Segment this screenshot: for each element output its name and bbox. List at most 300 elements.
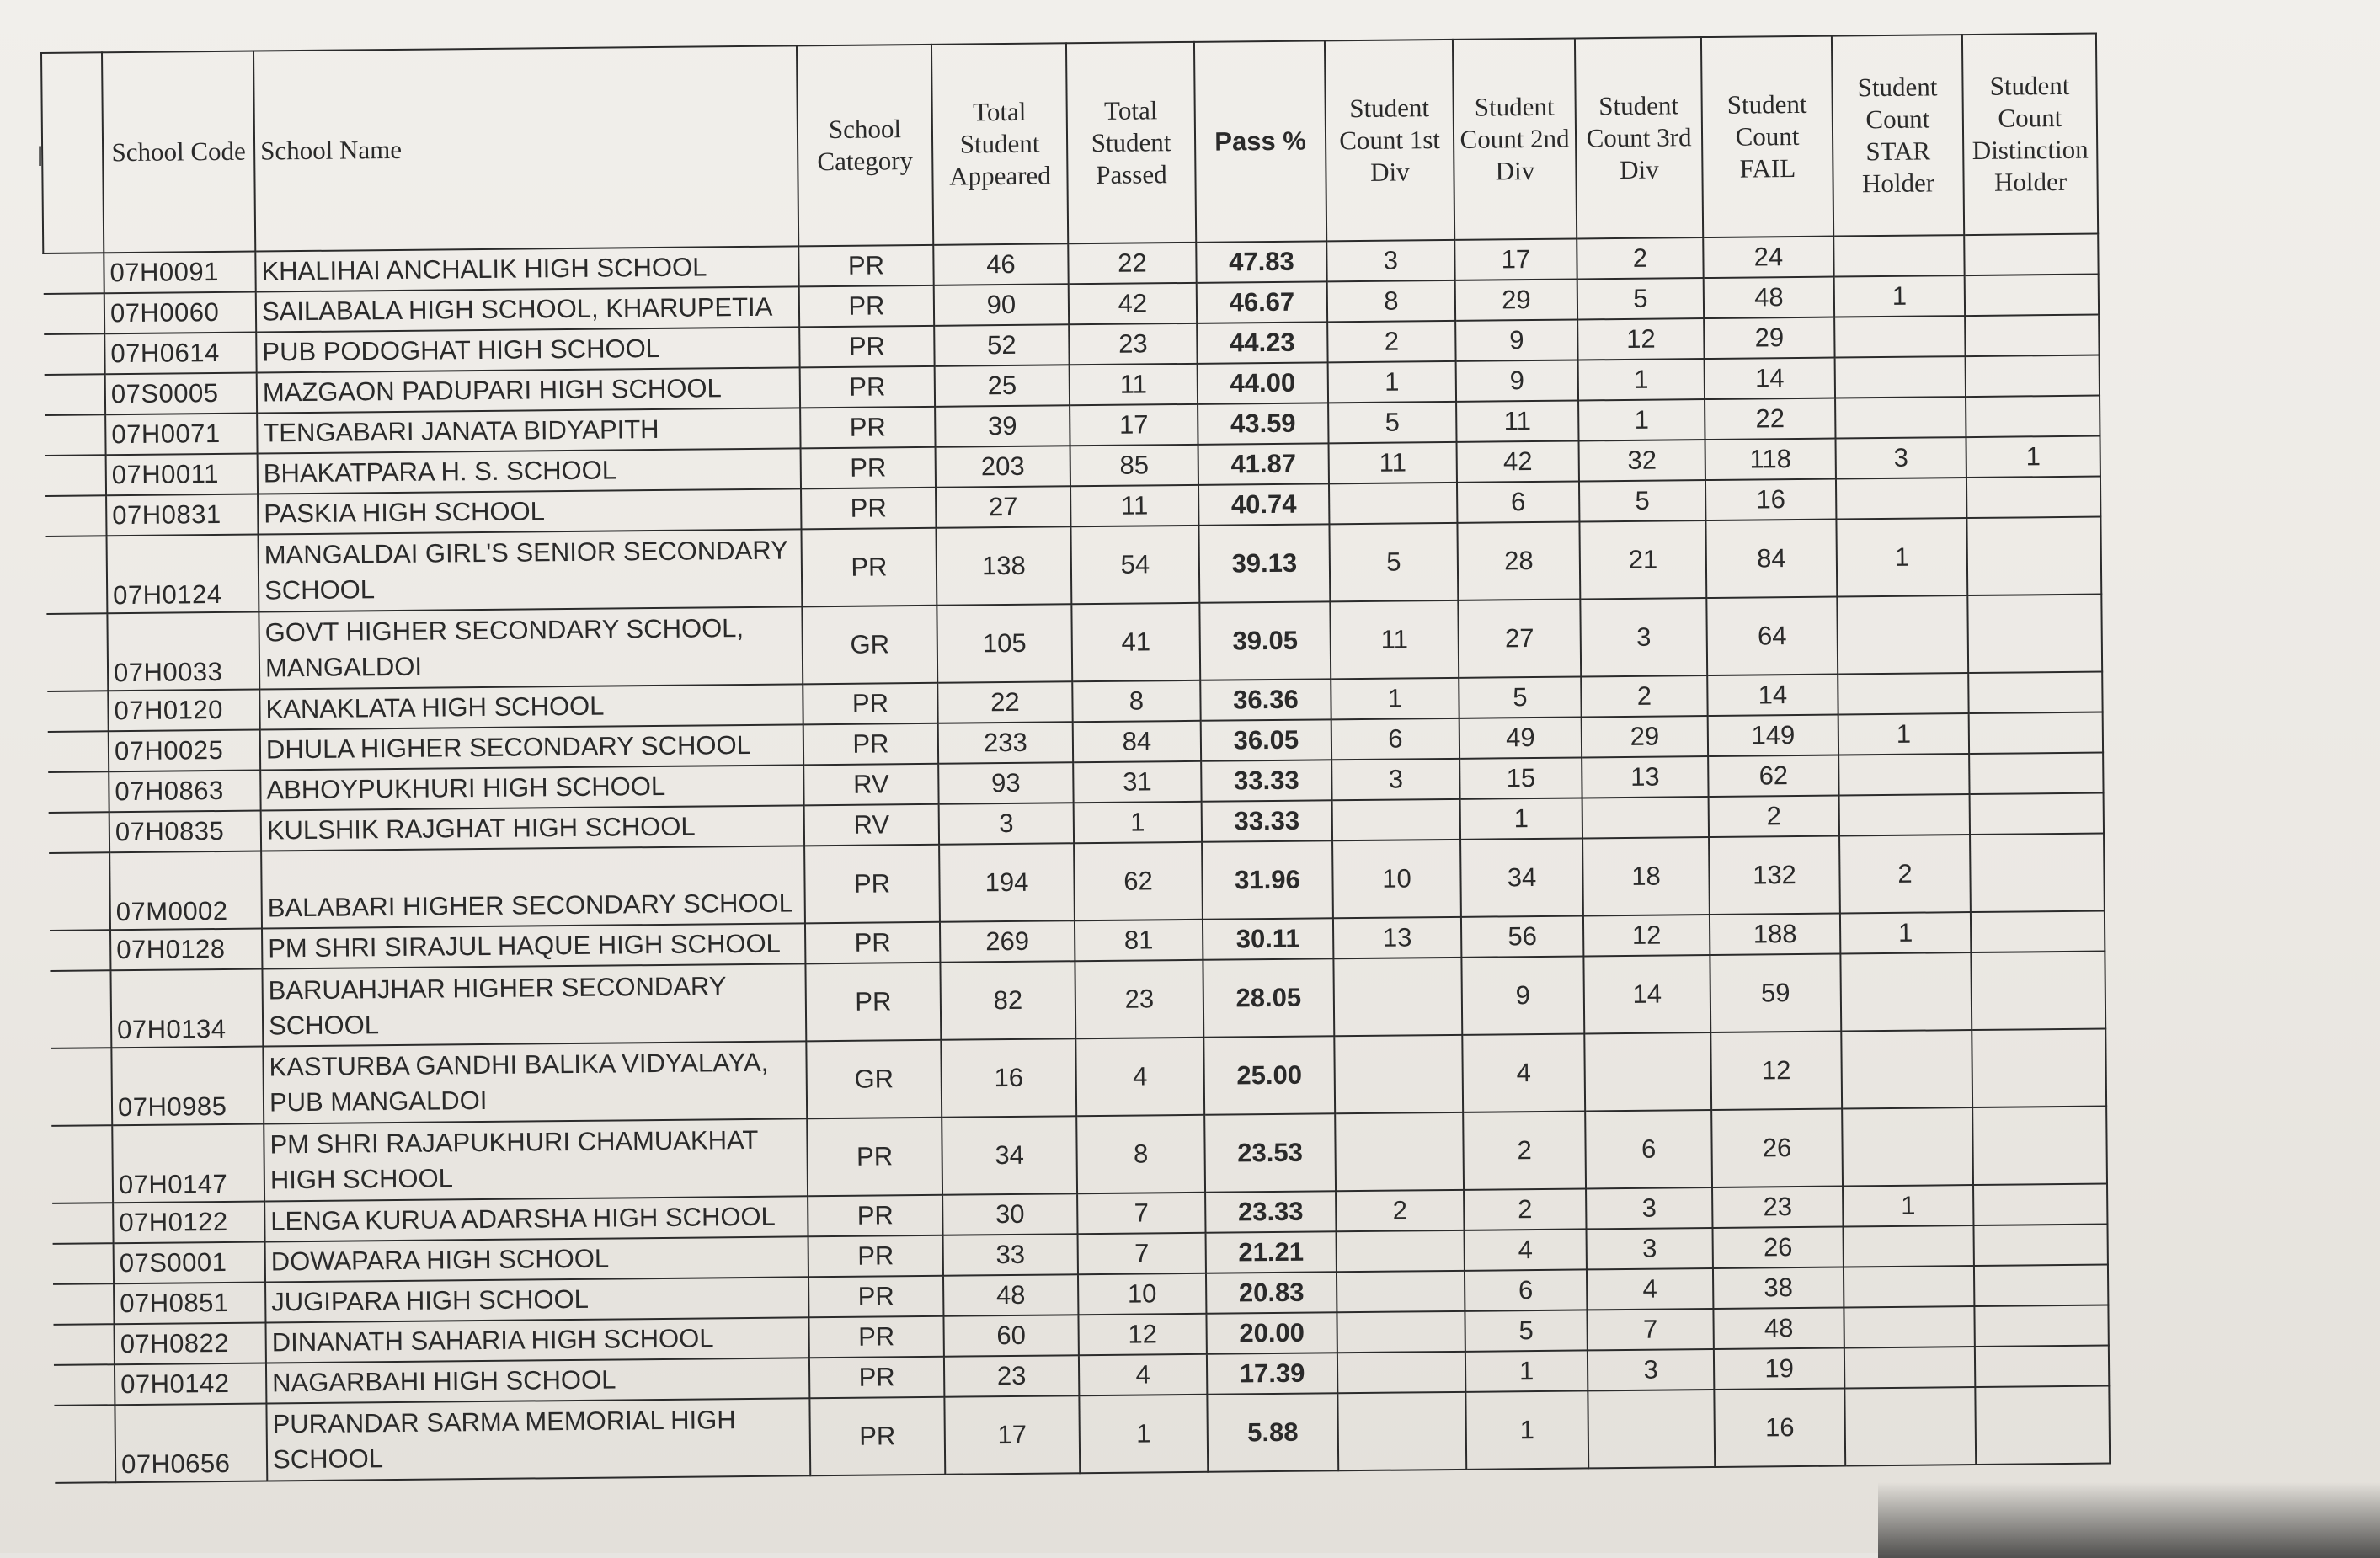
first-div-cell (1337, 1271, 1465, 1312)
category-cell: PR (808, 1235, 943, 1278)
third-div-cell (1584, 1032, 1711, 1111)
passed-cell: 4 (1079, 1354, 1207, 1395)
results-table-container (40, 33, 2111, 1484)
school-name-cell: GOVT HIGHER SECONDARY SCHOOL, MANGALDOI (259, 606, 803, 689)
row-stub-cell (44, 333, 104, 375)
star-holder-cell (1840, 952, 1972, 1031)
star-holder-cell: 1 (1834, 275, 1965, 317)
fail-cell: 16 (1714, 1389, 1845, 1467)
third-div-cell: 2 (1577, 237, 1703, 279)
school-name-cell: NAGARBAHI HIGH SCHOOL (266, 1358, 809, 1403)
header-school-name: School Name (253, 45, 798, 251)
school-code-cell: 07H0142 (115, 1363, 266, 1405)
second-div-cell: 17 (1454, 238, 1577, 280)
fail-cell: 22 (1705, 398, 1835, 440)
row-stub-cell (45, 495, 106, 536)
star-holder-cell (1835, 356, 1966, 398)
category-cell: PR (801, 528, 937, 607)
third-div-cell: 13 (1582, 756, 1708, 798)
first-div-cell: 10 (1332, 840, 1461, 918)
passed-cell: 84 (1073, 721, 1201, 762)
third-div-cell: 29 (1582, 716, 1708, 757)
second-div-cell: 56 (1461, 915, 1583, 957)
passed-cell: 23 (1075, 960, 1203, 1038)
photo-shadow (1878, 1482, 2380, 1558)
fail-cell: 16 (1705, 479, 1836, 520)
school-code-cell: 07H0614 (104, 333, 256, 375)
category-cell: PR (809, 1357, 944, 1399)
school-code-cell: 07H0835 (109, 811, 261, 853)
distinction-holder-cell (1971, 911, 2105, 953)
school-name-cell: MAZGAON PADUPARI HIGH SCHOOL (257, 367, 800, 413)
school-name-cell: PM SHRI SIRAJUL HAQUE HIGH SCHOOL (262, 923, 805, 968)
distinction-holder-cell (1975, 1345, 2109, 1387)
third-div-cell: 1 (1578, 399, 1705, 440)
star-holder-cell (1837, 595, 1968, 674)
school-name-cell: KASTURBA GANDHI BALIKA VIDYALAYA, PUB MANGALDOI (263, 1041, 807, 1123)
school-name-cell: DHULA HIGHER SECONDARY SCHOOL (260, 724, 803, 770)
pass-percent-cell: 20.00 (1206, 1312, 1337, 1353)
school-code-cell: 07H0985 (111, 1047, 264, 1126)
fail-cell: 23 (1712, 1187, 1843, 1228)
category-cell: RV (804, 804, 939, 846)
school-name-cell: BHAKATPARA H. S. SCHOOL (258, 448, 801, 494)
school-name-cell: KHALIHAI ANCHALIK HIGH SCHOOL (255, 246, 798, 291)
passed-cell: 42 (1069, 283, 1197, 324)
category-cell: PR (808, 1276, 943, 1318)
first-div-cell (1333, 958, 1462, 1036)
third-div-cell: 14 (1583, 955, 1710, 1033)
passed-cell: 10 (1078, 1273, 1206, 1315)
header-distinction-holder: Student Count Distinction Holder (1962, 34, 2098, 236)
school-name-cell: ABHOYPUKHURI HIGH SCHOOL (260, 765, 803, 810)
first-div-cell: 1 (1328, 361, 1456, 403)
third-div-cell (1582, 797, 1709, 838)
school-code-cell: 07H0851 (114, 1283, 265, 1325)
header-school-code: School Code (102, 51, 255, 253)
star-holder-cell: 3 (1836, 437, 1966, 478)
passed-cell: 81 (1075, 920, 1203, 961)
header-total-passed: Total Student Passed (1066, 42, 1196, 243)
school-code-cell: 07H0120 (108, 690, 259, 732)
school-code-cell: 07H0124 (107, 535, 259, 614)
school-name-cell: TENGABARI JANATA BIDYAPITH (257, 408, 800, 453)
star-holder-cell (1844, 1387, 1976, 1465)
appeared-cell: 138 (936, 526, 1071, 606)
third-div-cell: 2 (1581, 675, 1707, 717)
star-holder-cell: 2 (1839, 835, 1971, 913)
pass-percent-cell: 28.05 (1203, 958, 1334, 1037)
row-stub-cell (51, 1048, 112, 1126)
category-cell: RV (803, 764, 938, 806)
header-second-div: Student Count 2nd Div (1453, 39, 1577, 240)
appeared-cell: 93 (938, 762, 1073, 804)
distinction-holder-cell: 1 (1966, 436, 2100, 478)
fail-cell: 12 (1710, 1032, 1842, 1110)
distinction-holder-cell (1974, 1305, 2108, 1347)
star-holder-cell (1835, 397, 1966, 438)
appeared-cell: 105 (937, 604, 1072, 683)
second-div-cell: 28 (1457, 521, 1580, 600)
fail-cell: 188 (1710, 914, 1840, 955)
school-code-cell: 07H0134 (110, 969, 263, 1048)
school-name-cell: BALABARI HIGHER SECONDARY SCHOOL (261, 846, 805, 928)
third-div-cell: 21 (1579, 520, 1706, 599)
appeared-cell: 233 (938, 722, 1073, 764)
pass-percent-cell: 5.88 (1207, 1393, 1338, 1471)
appeared-cell: 60 (943, 1315, 1078, 1357)
row-stub-cell (45, 414, 105, 456)
category-cell: PR (804, 845, 940, 924)
star-holder-cell (1844, 1306, 1974, 1347)
pass-percent-cell: 39.05 (1199, 601, 1331, 680)
second-div-cell: 9 (1455, 319, 1577, 360)
header-stub (41, 52, 104, 253)
school-code-cell: 07H0128 (110, 929, 262, 971)
distinction-holder-cell (1972, 1107, 2107, 1186)
fail-cell: 24 (1703, 237, 1833, 278)
distinction-holder-cell (1975, 1385, 2110, 1465)
category-cell: PR (799, 285, 934, 328)
first-div-cell: 2 (1327, 321, 1455, 362)
category-cell: PR (800, 407, 935, 449)
school-name-cell: MANGALDAI GIRL'S SENIOR SECONDARY SCHOOL (259, 529, 803, 611)
fail-cell: 59 (1710, 954, 1841, 1032)
school-name-cell: BARUAHJHAR HIGHER SECONDARY SCHOOL (262, 963, 806, 1046)
star-holder-cell (1838, 754, 1969, 795)
school-name-cell: DOWAPARA HIGH SCHOOL (265, 1236, 808, 1282)
header-pass-percent: Pass % (1194, 40, 1326, 242)
second-div-cell: 15 (1459, 757, 1582, 798)
second-div-cell: 1 (1465, 1390, 1588, 1469)
third-div-cell: 3 (1580, 598, 1707, 676)
second-div-cell: 4 (1462, 1033, 1585, 1112)
star-holder-cell: 1 (1836, 518, 1967, 596)
appeared-cell: 25 (935, 365, 1070, 407)
second-div-cell: 34 (1460, 838, 1583, 916)
second-div-cell: 6 (1465, 1269, 1587, 1310)
school-name-cell: PM SHRI RAJAPUKHURI CHAMUAKHAT HIGH SCHOOL (264, 1118, 808, 1201)
star-holder-cell: 1 (1843, 1185, 1973, 1226)
row-stub-cell (50, 930, 110, 971)
star-holder-cell (1834, 316, 1965, 357)
pass-percent-cell: 25.00 (1203, 1036, 1335, 1114)
second-div-cell: 5 (1459, 676, 1581, 718)
passed-cell: 7 (1077, 1193, 1205, 1234)
results-table (40, 33, 2111, 1484)
third-div-cell: 1 (1578, 359, 1705, 400)
passed-cell: 8 (1072, 680, 1200, 722)
school-name-cell: PASKIA HIGH SCHOOL (258, 488, 801, 534)
pass-percent-cell: 40.74 (1198, 483, 1329, 525)
passed-cell: 54 (1070, 526, 1199, 604)
third-div-cell: 18 (1582, 837, 1710, 915)
first-div-cell: 5 (1328, 402, 1456, 443)
first-div-cell: 8 (1327, 280, 1455, 322)
category-cell: PR (803, 723, 938, 766)
star-holder-cell (1838, 673, 1968, 714)
first-div-cell: 6 (1331, 718, 1459, 760)
pass-percent-cell: 46.67 (1197, 281, 1327, 323)
row-stub-cell (49, 852, 110, 931)
margin-mark: l (37, 141, 44, 172)
category-cell: PR (803, 683, 937, 725)
category-cell: PR (799, 326, 934, 368)
pass-percent-cell: 43.59 (1198, 403, 1328, 444)
row-stub-cell (53, 1283, 114, 1325)
passed-cell: 7 (1078, 1233, 1206, 1274)
distinction-holder-cell (1967, 595, 2102, 674)
second-div-cell: 11 (1456, 400, 1578, 441)
passed-cell: 17 (1070, 404, 1198, 446)
appeared-cell: 52 (934, 324, 1069, 366)
distinction-holder-cell (1966, 517, 2101, 596)
school-code-cell: 07M0002 (109, 851, 262, 931)
second-div-cell: 5 (1465, 1310, 1587, 1351)
row-stub-cell (52, 1203, 113, 1244)
category-cell: PR (801, 447, 936, 489)
star-holder-cell (1844, 1266, 1974, 1307)
second-div-cell: 6 (1457, 481, 1579, 522)
first-div-cell: 2 (1336, 1190, 1464, 1231)
row-stub-cell (45, 455, 106, 496)
appeared-cell: 33 (943, 1234, 1078, 1276)
school-name-cell: PURANDAR SARMA MEMORIAL HIGH SCHOOL (266, 1398, 810, 1481)
third-div-cell: 5 (1577, 278, 1704, 319)
passed-cell: 41 (1071, 603, 1200, 681)
first-div-cell: 11 (1329, 442, 1457, 483)
school-code-cell: 07H0091 (104, 252, 255, 294)
second-div-cell: 2 (1463, 1111, 1586, 1189)
fail-cell: 26 (1712, 1227, 1843, 1268)
third-div-cell: 6 (1585, 1110, 1712, 1188)
passed-cell: 12 (1078, 1314, 1206, 1355)
first-div-cell: 3 (1331, 759, 1459, 800)
distinction-holder-cell (1966, 396, 2100, 438)
second-div-cell: 27 (1458, 599, 1581, 677)
row-stub-cell (49, 812, 109, 853)
third-div-cell: 5 (1579, 480, 1705, 521)
distinction-holder-cell (1969, 753, 2103, 795)
star-holder-cell (1841, 1030, 1972, 1108)
school-code-cell: 07H0011 (106, 454, 258, 496)
school-code-cell: 07H0122 (113, 1202, 264, 1244)
school-name-cell: LENGA KURUA ADARSHA HIGH SCHOOL (264, 1196, 808, 1241)
row-stub-cell (44, 293, 104, 334)
first-div-cell (1337, 1311, 1465, 1353)
pass-percent-cell: 36.36 (1200, 679, 1331, 720)
star-holder-cell (1844, 1347, 1975, 1388)
appeared-cell: 30 (942, 1193, 1077, 1235)
row-stub-cell (43, 253, 104, 294)
pass-percent-cell: 23.53 (1204, 1113, 1336, 1192)
header-third-div: Student Count 3rd Div (1575, 37, 1703, 238)
star-holder-cell (1842, 1107, 1973, 1186)
distinction-holder-cell (1965, 315, 2099, 357)
category-cell: PR (809, 1397, 945, 1476)
fail-cell: 62 (1708, 755, 1838, 797)
school-name-cell: PUB PODOGHAT HIGH SCHOOL (256, 327, 799, 372)
second-div-cell: 42 (1457, 440, 1579, 482)
row-stub-cell (54, 1364, 115, 1406)
pass-percent-cell: 21.21 (1206, 1231, 1337, 1273)
third-div-cell: 12 (1577, 318, 1704, 360)
pass-percent-cell: 17.39 (1207, 1353, 1337, 1394)
pass-percent-cell: 23.33 (1205, 1191, 1336, 1232)
distinction-holder-cell (1971, 952, 2105, 1031)
first-div-cell (1335, 1112, 1464, 1191)
appeared-cell: 48 (943, 1274, 1078, 1316)
first-div-cell: 13 (1333, 917, 1461, 958)
category-cell: GR (806, 1040, 942, 1119)
pass-percent-cell: 36.05 (1201, 719, 1331, 760)
first-div-cell: 1 (1331, 678, 1459, 719)
category-cell: PR (801, 488, 936, 530)
second-div-cell: 9 (1456, 360, 1578, 401)
second-div-cell: 29 (1455, 279, 1577, 320)
appeared-cell: 34 (942, 1116, 1077, 1195)
school-name-cell: SAILABALA HIGH SCHOOL, KHARUPETIA (256, 286, 799, 332)
appeared-cell: 269 (940, 920, 1075, 963)
row-stub-cell (46, 613, 108, 691)
appeared-cell: 16 (941, 1038, 1076, 1118)
distinction-holder-cell (1969, 712, 2103, 755)
passed-cell: 31 (1073, 761, 1201, 803)
distinction-holder-cell (1968, 672, 2102, 714)
first-div-cell: 3 (1326, 240, 1454, 281)
distinction-holder-cell (1970, 793, 2104, 835)
appeared-cell: 203 (936, 446, 1070, 488)
first-div-cell (1337, 1352, 1465, 1393)
appeared-cell: 27 (936, 486, 1070, 528)
second-div-cell: 9 (1461, 956, 1584, 1034)
school-code-cell: 07H0033 (107, 612, 259, 691)
second-div-cell: 4 (1465, 1229, 1587, 1270)
appeared-cell: 3 (939, 803, 1074, 845)
fail-cell: 2 (1709, 796, 1839, 837)
distinction-holder-cell (1966, 355, 2100, 398)
third-div-cell: 3 (1586, 1228, 1712, 1269)
fail-cell: 38 (1713, 1267, 1844, 1309)
passed-cell: 22 (1068, 243, 1196, 284)
row-stub-cell (54, 1405, 115, 1483)
header-row (41, 34, 2098, 253)
school-code-cell: 07H0147 (112, 1124, 264, 1203)
school-code-cell: 07H0831 (106, 494, 258, 536)
passed-cell: 8 (1076, 1115, 1205, 1193)
school-code-cell: 07H0071 (105, 414, 257, 456)
pass-percent-cell: 39.13 (1198, 524, 1330, 602)
pass-percent-cell: 41.87 (1198, 443, 1329, 484)
category-cell: PR (807, 1118, 942, 1197)
category-cell: PR (805, 963, 941, 1042)
row-stub-cell (45, 374, 105, 415)
category-cell: PR (800, 366, 935, 408)
first-div-cell: 5 (1329, 523, 1458, 601)
passed-cell: 4 (1075, 1038, 1204, 1116)
header-fail: Student Count FAIL (1701, 36, 1833, 237)
star-holder-cell (1833, 235, 1964, 276)
pass-percent-cell: 33.33 (1201, 760, 1331, 801)
passed-cell: 85 (1070, 445, 1198, 486)
fail-cell: 84 (1705, 520, 1837, 598)
header-total-appeared: Total Student Appeared (931, 43, 1068, 245)
distinction-holder-cell (1973, 1225, 2107, 1267)
row-stub-cell (50, 970, 111, 1048)
first-div-cell: 11 (1330, 600, 1459, 679)
category-cell: PR (805, 922, 940, 964)
row-stub-cell (53, 1243, 114, 1284)
category-cell: PR (808, 1195, 942, 1237)
fail-cell: 64 (1706, 597, 1838, 675)
third-div-cell: 12 (1583, 915, 1710, 956)
passed-cell: 1 (1074, 802, 1202, 843)
pass-percent-cell: 44.23 (1197, 322, 1327, 363)
first-div-cell (1332, 799, 1460, 840)
passed-cell: 23 (1069, 323, 1197, 365)
school-code-cell: 07H0863 (109, 771, 260, 813)
school-name-cell: KULSHIK RAJGHAT HIGH SCHOOL (261, 805, 804, 851)
third-div-cell: 7 (1587, 1309, 1713, 1350)
fail-cell: 14 (1707, 675, 1838, 716)
appeared-cell: 22 (937, 681, 1072, 723)
first-div-cell (1337, 1392, 1466, 1470)
pass-percent-cell: 31.96 (1202, 840, 1333, 919)
pass-percent-cell: 20.83 (1206, 1272, 1337, 1313)
distinction-holder-cell (1974, 1265, 2108, 1307)
school-name-cell: JUGIPARA HIGH SCHOOL (265, 1277, 808, 1322)
star-holder-cell: 1 (1840, 912, 1971, 953)
star-holder-cell (1839, 794, 1970, 835)
row-stub-cell (46, 536, 108, 614)
fail-cell: 149 (1708, 715, 1838, 756)
pass-percent-cell: 47.83 (1196, 241, 1326, 282)
second-div-cell: 1 (1465, 1350, 1588, 1391)
passed-cell: 62 (1074, 842, 1203, 920)
distinction-holder-cell (1964, 234, 2098, 276)
distinction-holder-cell (1973, 1184, 2107, 1226)
pass-percent-cell: 44.00 (1198, 362, 1328, 403)
fail-cell: 29 (1704, 317, 1834, 359)
first-div-cell (1329, 483, 1457, 524)
school-code-cell: 07H0822 (115, 1323, 266, 1365)
header-star-holder: Student Count STAR Holder (1832, 35, 1964, 236)
third-div-cell (1588, 1390, 1715, 1468)
category-cell: GR (802, 606, 937, 685)
row-stub-cell (48, 771, 109, 813)
first-div-cell (1337, 1230, 1465, 1272)
passed-cell: 11 (1070, 485, 1198, 526)
school-name-cell: KANAKLATA HIGH SCHOOL (259, 684, 803, 729)
row-stub-cell (47, 691, 108, 732)
star-holder-cell: 1 (1838, 713, 1969, 755)
first-div-cell (1334, 1035, 1463, 1113)
fail-cell: 132 (1709, 836, 1840, 915)
pass-percent-cell: 30.11 (1203, 918, 1333, 959)
third-div-cell: 4 (1587, 1268, 1713, 1310)
school-code-cell: 07S0001 (114, 1242, 265, 1284)
appeared-cell: 82 (940, 961, 1075, 1040)
passed-cell: 1 (1079, 1395, 1208, 1473)
pass-percent-cell: 33.33 (1202, 800, 1332, 841)
distinction-holder-cell (1965, 275, 2099, 317)
category-cell: PR (808, 1316, 943, 1358)
row-stub-cell (48, 731, 109, 772)
fail-cell: 48 (1704, 277, 1834, 318)
distinction-holder-cell (1970, 834, 2105, 913)
appeared-cell: 23 (944, 1355, 1079, 1397)
row-stub-cell (54, 1324, 115, 1365)
